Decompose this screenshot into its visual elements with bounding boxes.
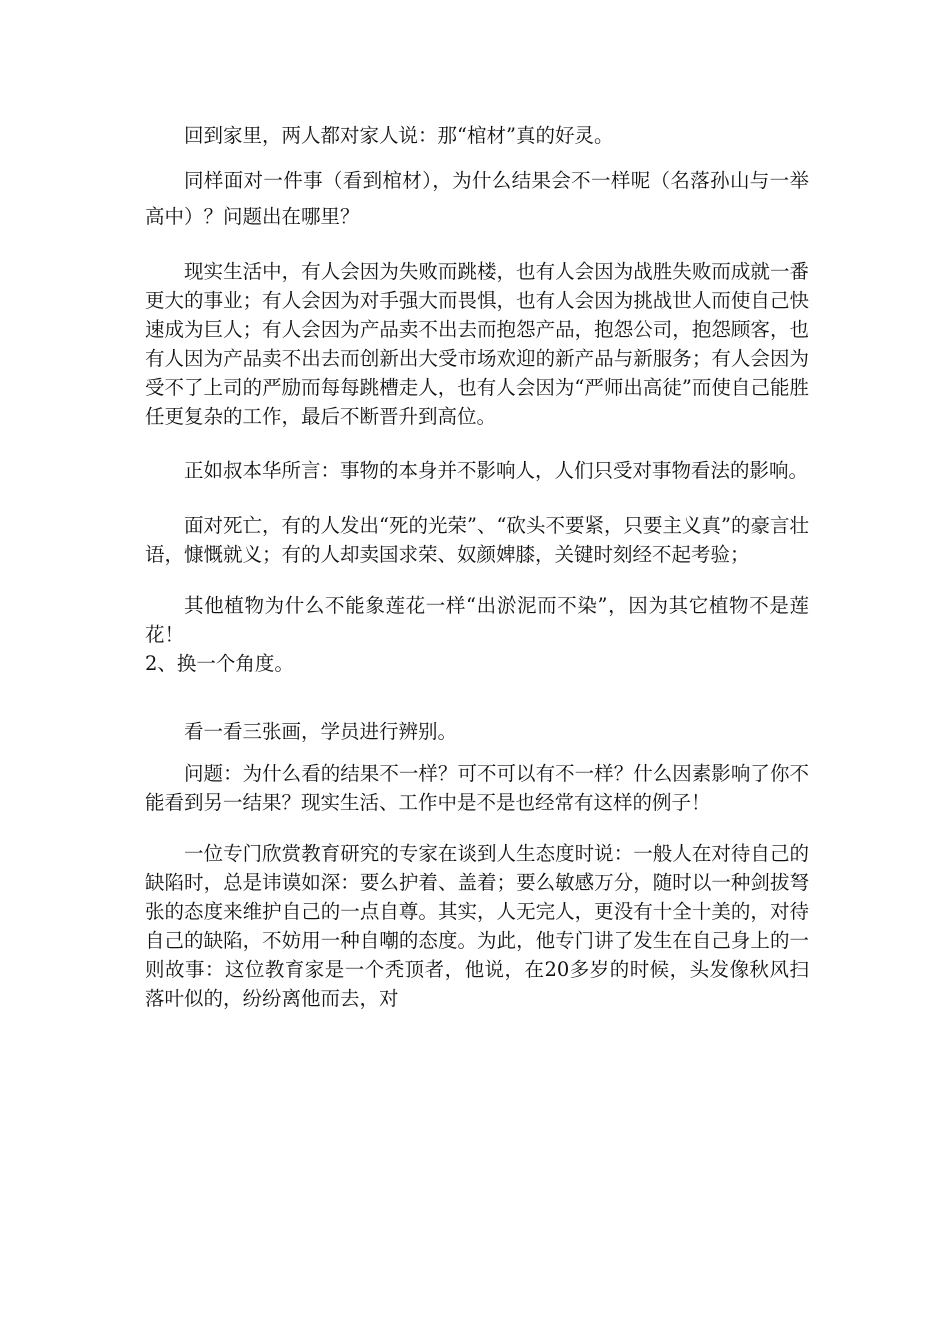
paragraph-gap xyxy=(145,750,809,759)
paragraph-education-expert: 一位专门欣赏教育研究的专家在谈到人生态度时说：一般人在对待自己的缺陷时，总是讳谟如深：要么护着、盖着；要么敏感万分，随时以一种剑拔弩张的态度来维护自己的一点自尊。其实，人无完人，更没有十全十美的，对待自己的缺陷，不妨用一种自嘲的态度。为此，他专门讲了发生在自己身上的一则故事：这位教育家是一个秃顶者，他说，在20多岁的时候，头发像秋风扫落叶似的，纷纷离他而去，对 xyxy=(145,842,809,1010)
paragraph-three-pictures: 看一看三张画，学员进行辨别。 xyxy=(184,720,458,743)
paragraph-gap xyxy=(145,431,809,453)
paragraph-gap xyxy=(145,569,809,591)
paragraph-facing-death: 面对死亡，有的人发出“死的光荣”、“砍头不要紧，只要主义真”的豪言壮语，慷慨就义；有的人却卖国求荣、奴颜婢膝，关键时刻经不起考验； xyxy=(145,514,809,566)
paragraph-gap xyxy=(145,678,809,714)
paragraph-real-life-examples: 现实生活中，有人会因为失败而跳楼，也有人会因为战胜失败而成就一番更大的事业；有人会因为对手强大而畏惧，也有人会因为挑战世人而使自己快速成为巨人；有人会因为产品卖不出去而抱怨产品，抱怨公司，抱怨顾客，也有人因为产品卖不出去而创新出大受市场欢迎的新产品与新服务；有人会因为受不了上司的严励而每每跳槽走人，也有人会因为“严师出高徒”而使自己能胜任更复杂的工作，最后不断晋升到高位。 xyxy=(145,260,809,428)
paragraph-same-event-question: 同样面对一件事（看到棺材），为什么结果会不一样呢（名落孙山与一举高中）？问题出在哪里？ xyxy=(145,169,809,228)
paragraph-gap xyxy=(145,817,809,839)
paragraph-question-results: 问题：为什么看的结果不一样？可不可以有不一样？什么因素影响了你不能看到另一结果？现实生活、工作中是不是也经常有这样的例子！ xyxy=(145,762,809,814)
paragraph-gap xyxy=(145,154,809,163)
section-heading-change-angle: 2、换一个角度。 xyxy=(145,652,294,675)
paragraph-lotus: 其他植物为什么不能象莲花一样“出淤泥而不染”，因为其它植物不是莲花！ xyxy=(145,594,809,646)
paragraph-gap xyxy=(145,235,809,257)
paragraph-coffin-spirit: 回到家里，两人都对家人说：那“棺材”真的好灵。 xyxy=(184,124,614,147)
document-body xyxy=(145,118,809,1013)
paragraph-schopenhauer-quote: 正如叔本华所言：事物的本身并不影响人，人们只受对事物看法的影响。 xyxy=(184,459,809,482)
paragraph-gap xyxy=(145,489,809,511)
